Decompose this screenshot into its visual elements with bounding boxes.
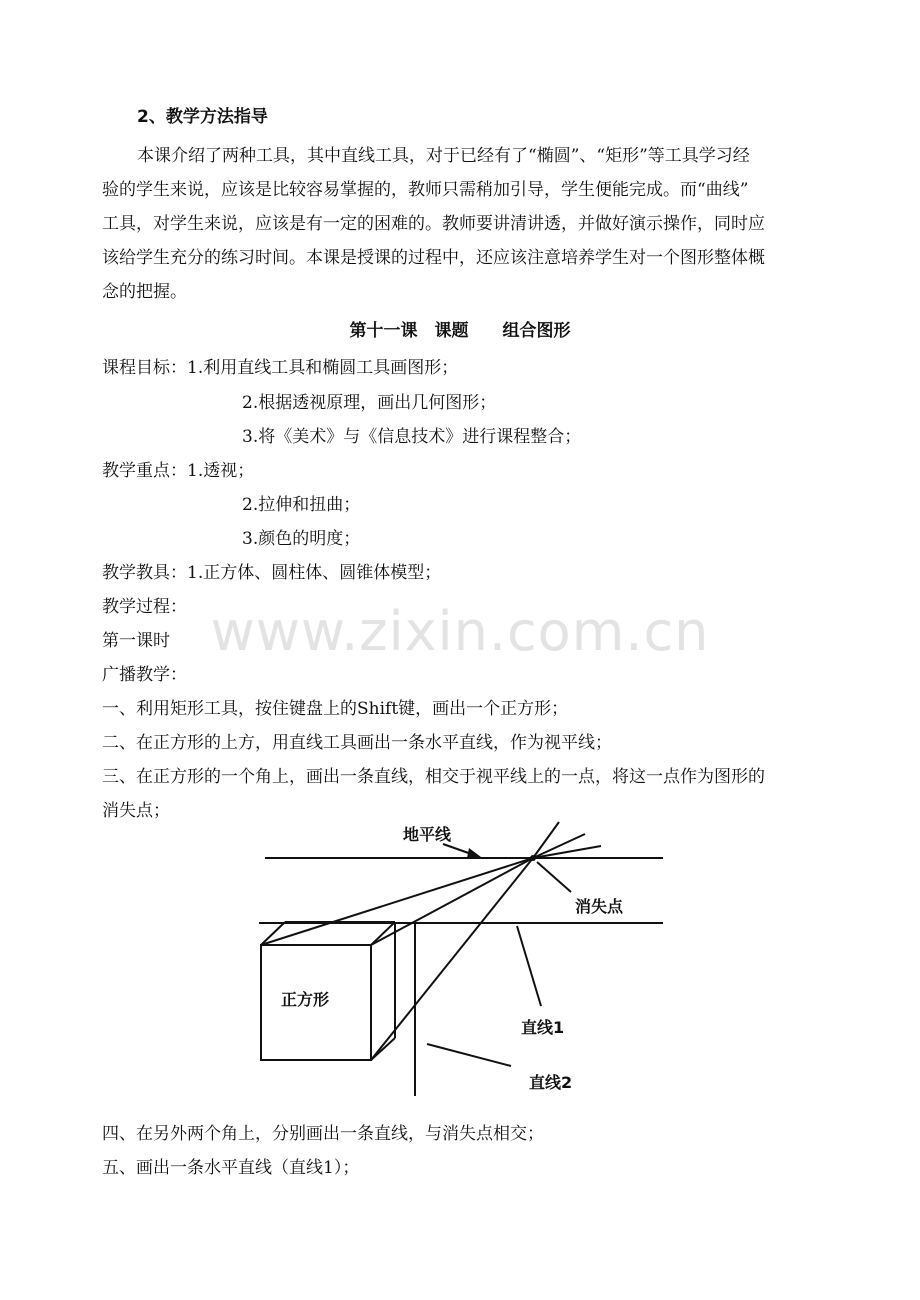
step-5: 五、画出一条水平直线（直线1）；	[102, 1158, 360, 1178]
paragraph-line: 该给学生充分的练习时间。本课是授课的过程中，还应该注意培养学生对一个图形整体概	[102, 248, 765, 268]
goal-item: 1.利用直线工具和椭圆工具画图形；	[187, 358, 459, 378]
label-horizon: 地平线	[403, 825, 452, 844]
goal-item: 2.根据透视原理，画出几何图形；	[242, 393, 497, 413]
broadcast-label: 广播教学：	[102, 665, 187, 685]
paragraph-line: 工具，对学生来说，应该是有一定的困难的。教师要讲清讲透，并做好演示操作，同时应	[102, 214, 765, 234]
step-4: 四、在另外两个角上，分别画出一条直线，与消失点相交；	[102, 1124, 544, 1144]
label-square: 正方形	[281, 990, 330, 1009]
perspective-diagram	[255, 820, 665, 1105]
watermark: www.zixin.com.cn	[210, 600, 710, 663]
tools-label: 教学教具：1.正方体、圆柱体、圆锥体模型；	[102, 563, 442, 583]
lesson-title: 第十一课 课题 组合图形	[349, 321, 571, 341]
goal-item: 3.将《美术》与《信息技术》进行课程整合；	[242, 427, 582, 447]
tool-item: 1.正方体、圆柱体、圆锥体模型；	[187, 563, 442, 583]
label-line-1: 直线1	[521, 1018, 565, 1037]
label-vanishing-point: 消失点	[575, 897, 624, 916]
vanishing-leader	[537, 862, 571, 892]
section-heading: 2、教学方法指导	[137, 107, 268, 127]
ray	[533, 846, 601, 858]
goals-label: 课程目标：1.利用直线工具和椭圆工具画图形；	[102, 358, 459, 378]
line1-leader	[517, 926, 541, 1006]
key-point-item: 2.拉伸和扭曲；	[242, 495, 361, 515]
period-label: 第一课时	[102, 631, 170, 651]
step-1: 一、利用矩形工具，按住键盘上的Shift键，画出一个正方形；	[102, 699, 569, 719]
paragraph-line: 本课介绍了两种工具，其中直线工具，对于已经有了“椭圆”、“矩形”等工具学习经	[137, 146, 750, 166]
paragraph-line: 验的学生来说，应该是比较容易掌握的，教师只需稍加引导，学生便能完成。而“曲线”	[102, 180, 749, 200]
step-3-continued: 消失点；	[102, 801, 170, 821]
process-label: 教学过程：	[102, 597, 187, 617]
vanishing-point-dot	[530, 855, 536, 861]
step-2: 二、在正方形的上方，用直线工具画出一条水平直线，作为视平线；	[102, 733, 612, 753]
line2-leader	[427, 1044, 511, 1066]
paragraph-line: 念的把握。	[102, 282, 187, 302]
step-3: 三、在正方形的一个角上，画出一条直线，相交于视平线上的一点，将这一点作为图形的	[102, 767, 765, 787]
key-point-item: 1.透视；	[187, 461, 255, 481]
arrow-icon	[467, 848, 481, 858]
key-points-label: 教学重点：1.透视；	[102, 461, 255, 481]
label-line-2: 直线2	[529, 1073, 573, 1092]
key-point-item: 3.颜色的明度；	[242, 529, 361, 549]
